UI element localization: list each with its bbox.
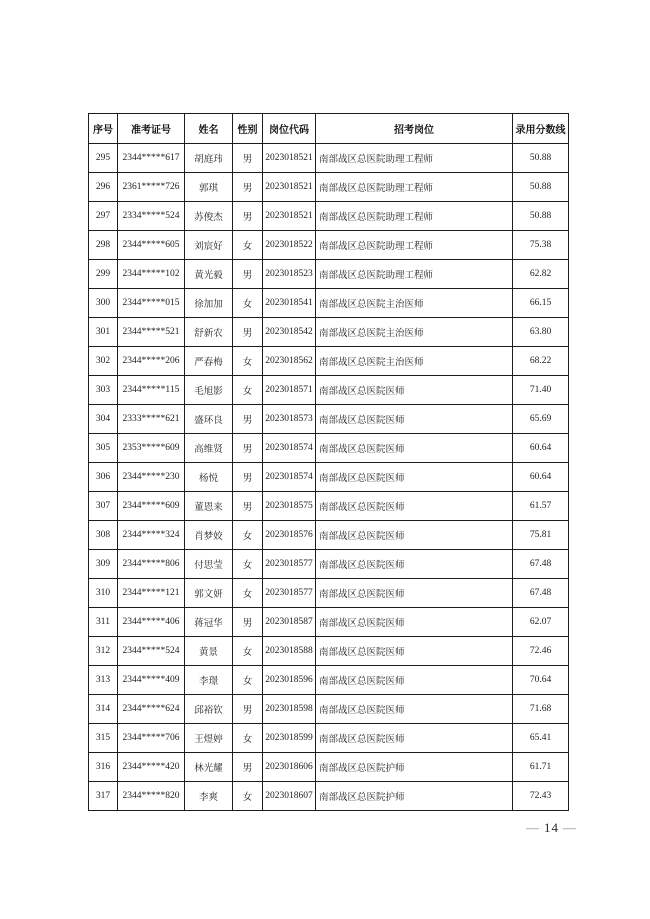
cell-name: 李璟 — [185, 666, 233, 695]
cell-position: 南部战区总医院护师 — [316, 753, 513, 782]
cell-ticket-number: 2344*****820 — [118, 782, 185, 811]
cell-position-code: 2023018523 — [263, 260, 316, 289]
cell-score-line: 61.57 — [513, 492, 569, 521]
column-header-gender: 性别 — [233, 114, 263, 144]
table-row — [89, 666, 569, 695]
cell-index: 298 — [89, 231, 118, 260]
cell-ticket-number: 2344*****406 — [118, 608, 185, 637]
cell-index: 314 — [89, 695, 118, 724]
cell-position-code: 2023018587 — [263, 608, 316, 637]
cell-position-code: 2023018606 — [263, 753, 316, 782]
cell-gender: 女 — [233, 579, 263, 608]
table-row — [89, 376, 569, 405]
cell-ticket-number: 2353*****609 — [118, 434, 185, 463]
cell-score-line: 50.88 — [513, 173, 569, 202]
cell-position-code: 2023018574 — [263, 434, 316, 463]
cell-gender: 男 — [233, 434, 263, 463]
cell-ticket-number: 2344*****121 — [118, 579, 185, 608]
cell-position: 南部战区总医院医师 — [316, 492, 513, 521]
cell-index: 301 — [89, 318, 118, 347]
cell-index: 304 — [89, 405, 118, 434]
cell-ticket-number: 2333*****621 — [118, 405, 185, 434]
cell-name: 胡庭玮 — [185, 144, 233, 173]
table-row — [89, 724, 569, 753]
cell-position: 南部战区总医院医师 — [316, 376, 513, 405]
cell-position: 南部战区总医院主治医师 — [316, 318, 513, 347]
cell-score-line: 63.80 — [513, 318, 569, 347]
cell-gender: 女 — [233, 782, 263, 811]
cell-gender: 男 — [233, 318, 263, 347]
cell-position-code: 2023018577 — [263, 550, 316, 579]
cell-name: 严春梅 — [185, 347, 233, 376]
cell-position: 南部战区总医院医师 — [316, 579, 513, 608]
cell-gender: 男 — [233, 753, 263, 782]
cell-ticket-number: 2334*****524 — [118, 202, 185, 231]
cell-score-line: 71.40 — [513, 376, 569, 405]
cell-index: 316 — [89, 753, 118, 782]
cell-name: 董恩来 — [185, 492, 233, 521]
cell-ticket-number: 2344*****324 — [118, 521, 185, 550]
table-row — [89, 289, 569, 318]
cell-score-line: 71.68 — [513, 695, 569, 724]
cell-ticket-number: 2344*****521 — [118, 318, 185, 347]
cell-name: 蒋冠华 — [185, 608, 233, 637]
cell-position-code: 2023018599 — [263, 724, 316, 753]
cell-position-code: 2023018574 — [263, 463, 316, 492]
cell-gender: 男 — [233, 492, 263, 521]
cell-name: 徐加加 — [185, 289, 233, 318]
cell-score-line: 75.81 — [513, 521, 569, 550]
cell-ticket-number: 2344*****617 — [118, 144, 185, 173]
recruitment-score-table — [88, 113, 569, 811]
table-row — [89, 521, 569, 550]
cell-position: 南部战区总医院助理工程师 — [316, 231, 513, 260]
table-header-row — [89, 114, 569, 144]
cell-gender: 男 — [233, 608, 263, 637]
cell-position: 南部战区总医院医师 — [316, 695, 513, 724]
cell-gender: 女 — [233, 521, 263, 550]
cell-score-line: 67.48 — [513, 579, 569, 608]
page-number-dash-left: — — [526, 820, 540, 835]
cell-score-line: 67.48 — [513, 550, 569, 579]
cell-name: 邱裕钦 — [185, 695, 233, 724]
cell-score-line: 62.07 — [513, 608, 569, 637]
table-row — [89, 753, 569, 782]
cell-position-code: 2023018542 — [263, 318, 316, 347]
cell-position-code: 2023018598 — [263, 695, 316, 724]
cell-position-code: 2023018521 — [263, 202, 316, 231]
cell-score-line: 70.64 — [513, 666, 569, 695]
cell-position: 南部战区总医院医师 — [316, 666, 513, 695]
cell-ticket-number: 2344*****420 — [118, 753, 185, 782]
cell-ticket-number: 2344*****115 — [118, 376, 185, 405]
cell-position: 南部战区总医院医师 — [316, 405, 513, 434]
cell-name: 舒新农 — [185, 318, 233, 347]
cell-name: 王煜婷 — [185, 724, 233, 753]
cell-index: 297 — [89, 202, 118, 231]
cell-name: 李爽 — [185, 782, 233, 811]
cell-position-code: 2023018521 — [263, 173, 316, 202]
table-row — [89, 347, 569, 376]
cell-ticket-number: 2344*****605 — [118, 231, 185, 260]
cell-gender: 女 — [233, 289, 263, 318]
table-row — [89, 550, 569, 579]
cell-gender: 女 — [233, 550, 263, 579]
cell-ticket-number: 2344*****624 — [118, 695, 185, 724]
cell-position-code: 2023018576 — [263, 521, 316, 550]
cell-gender: 女 — [233, 637, 263, 666]
cell-ticket-number: 2344*****102 — [118, 260, 185, 289]
cell-index: 310 — [89, 579, 118, 608]
cell-position: 南部战区总医院医师 — [316, 637, 513, 666]
cell-position-code: 2023018607 — [263, 782, 316, 811]
cell-position: 南部战区总医院医师 — [316, 521, 513, 550]
cell-ticket-number: 2344*****206 — [118, 347, 185, 376]
cell-name: 刘宸好 — [185, 231, 233, 260]
cell-position-code: 2023018571 — [263, 376, 316, 405]
cell-gender: 男 — [233, 173, 263, 202]
page-number-value: 14 — [544, 820, 559, 835]
cell-index: 307 — [89, 492, 118, 521]
cell-gender: 女 — [233, 231, 263, 260]
cell-ticket-number: 2361*****726 — [118, 173, 185, 202]
cell-index: 309 — [89, 550, 118, 579]
cell-name: 肖梦姣 — [185, 521, 233, 550]
cell-gender: 男 — [233, 463, 263, 492]
cell-position: 南部战区总医院医师 — [316, 434, 513, 463]
cell-ticket-number: 2344*****524 — [118, 637, 185, 666]
cell-name: 杨悦 — [185, 463, 233, 492]
table-row — [89, 202, 569, 231]
page-number-dash-right: — — [563, 820, 577, 835]
cell-index: 299 — [89, 260, 118, 289]
table-row — [89, 318, 569, 347]
cell-score-line: 65.69 — [513, 405, 569, 434]
cell-name: 郭文妍 — [185, 579, 233, 608]
cell-score-line: 65.41 — [513, 724, 569, 753]
table-row — [89, 637, 569, 666]
cell-position-code: 2023018575 — [263, 492, 316, 521]
cell-position-code: 2023018562 — [263, 347, 316, 376]
cell-name: 黄光毅 — [185, 260, 233, 289]
cell-position: 南部战区总医院医师 — [316, 724, 513, 753]
cell-position: 南部战区总医院助理工程师 — [316, 202, 513, 231]
cell-index: 315 — [89, 724, 118, 753]
cell-ticket-number: 2344*****230 — [118, 463, 185, 492]
cell-index: 311 — [89, 608, 118, 637]
cell-position-code: 2023018596 — [263, 666, 316, 695]
cell-position-code: 2023018541 — [263, 289, 316, 318]
table-row — [89, 144, 569, 173]
cell-index: 296 — [89, 173, 118, 202]
cell-position-code: 2023018577 — [263, 579, 316, 608]
cell-name: 高维贤 — [185, 434, 233, 463]
cell-position: 南部战区总医院主治医师 — [316, 289, 513, 318]
table-row — [89, 260, 569, 289]
cell-name: 盛环良 — [185, 405, 233, 434]
table-row — [89, 782, 569, 811]
cell-position: 南部战区总医院助理工程师 — [316, 260, 513, 289]
cell-name: 毛旭影 — [185, 376, 233, 405]
cell-position: 南部战区总医院助理工程师 — [316, 144, 513, 173]
table-row — [89, 434, 569, 463]
table-row — [89, 231, 569, 260]
column-header-score-line: 录用分数线 — [513, 114, 569, 144]
cell-score-line: 72.46 — [513, 637, 569, 666]
cell-gender: 女 — [233, 376, 263, 405]
cell-position-code: 2023018573 — [263, 405, 316, 434]
cell-index: 302 — [89, 347, 118, 376]
cell-score-line: 61.71 — [513, 753, 569, 782]
column-header-position: 招考岗位 — [316, 114, 513, 144]
table-row — [89, 405, 569, 434]
cell-score-line: 62.82 — [513, 260, 569, 289]
cell-score-line: 50.88 — [513, 202, 569, 231]
cell-gender: 男 — [233, 202, 263, 231]
table-row — [89, 492, 569, 521]
cell-position-code: 2023018522 — [263, 231, 316, 260]
table-row — [89, 173, 569, 202]
cell-name: 付思莹 — [185, 550, 233, 579]
cell-name: 林光耀 — [185, 753, 233, 782]
cell-ticket-number: 2344*****706 — [118, 724, 185, 753]
cell-index: 317 — [89, 782, 118, 811]
cell-gender: 女 — [233, 724, 263, 753]
cell-score-line: 50.88 — [513, 144, 569, 173]
cell-score-line: 60.64 — [513, 463, 569, 492]
cell-gender: 男 — [233, 144, 263, 173]
cell-gender: 女 — [233, 347, 263, 376]
column-header-index: 序号 — [89, 114, 118, 144]
cell-ticket-number: 2344*****015 — [118, 289, 185, 318]
cell-index: 313 — [89, 666, 118, 695]
cell-name: 黄景 — [185, 637, 233, 666]
cell-position: 南部战区总医院护师 — [316, 782, 513, 811]
cell-position-code: 2023018588 — [263, 637, 316, 666]
cell-score-line: 68.22 — [513, 347, 569, 376]
cell-score-line: 72.43 — [513, 782, 569, 811]
page-number — [522, 820, 581, 836]
cell-name: 郭琪 — [185, 173, 233, 202]
cell-ticket-number: 2344*****609 — [118, 492, 185, 521]
cell-position: 南部战区总医院医师 — [316, 463, 513, 492]
column-header-position-code: 岗位代码 — [263, 114, 316, 144]
cell-ticket-number: 2344*****806 — [118, 550, 185, 579]
cell-index: 308 — [89, 521, 118, 550]
cell-score-line: 66.15 — [513, 289, 569, 318]
cell-gender: 男 — [233, 695, 263, 724]
cell-position: 南部战区总医院医师 — [316, 608, 513, 637]
cell-position: 南部战区总医院助理工程师 — [316, 173, 513, 202]
table-row — [89, 695, 569, 724]
cell-index: 312 — [89, 637, 118, 666]
cell-position: 南部战区总医院医师 — [316, 550, 513, 579]
cell-score-line: 60.64 — [513, 434, 569, 463]
cell-position-code: 2023018521 — [263, 144, 316, 173]
table-row — [89, 579, 569, 608]
cell-gender: 女 — [233, 666, 263, 695]
cell-score-line: 75.38 — [513, 231, 569, 260]
cell-index: 295 — [89, 144, 118, 173]
cell-gender: 男 — [233, 260, 263, 289]
column-header-ticket-number: 准考证号 — [118, 114, 185, 144]
table-row — [89, 608, 569, 637]
cell-name: 苏俊杰 — [185, 202, 233, 231]
cell-index: 305 — [89, 434, 118, 463]
cell-index: 300 — [89, 289, 118, 318]
column-header-name: 姓名 — [185, 114, 233, 144]
cell-ticket-number: 2344*****409 — [118, 666, 185, 695]
cell-gender: 男 — [233, 405, 263, 434]
table-row — [89, 463, 569, 492]
cell-index: 306 — [89, 463, 118, 492]
cell-index: 303 — [89, 376, 118, 405]
cell-position: 南部战区总医院主治医师 — [316, 347, 513, 376]
